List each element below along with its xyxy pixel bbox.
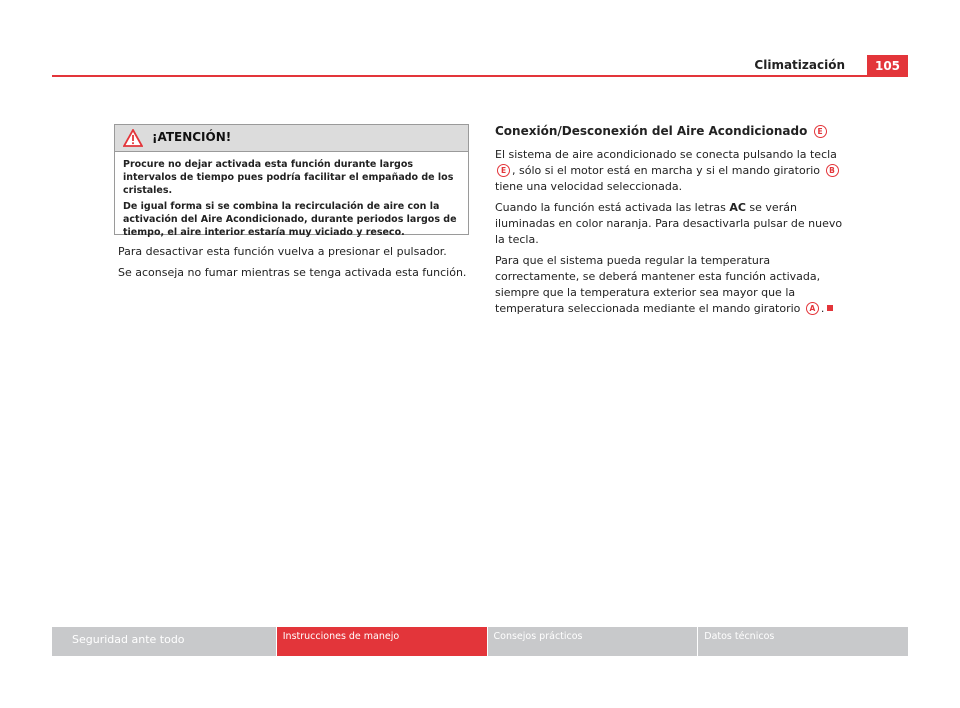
body-paragraph: Para desactivar esta función vuelva a presionar el pulsador. [118,245,447,258]
section-heading [495,123,845,139]
warning-triangle-icon [123,129,143,147]
footer-tab-seguridad[interactable]: Seguridad ante todo [52,627,277,656]
text-run: Para que el sistema pueda regular la temperatura correctamente, se deberá mantener esta función activada, siempre que la temperatura exterior sea mayor que la temperatura seleccionada mediante el mando giratorio [495,254,821,315]
footer-tab-instrucciones[interactable]: Instrucciones de manejo [277,627,488,656]
callout-a: A [806,302,819,315]
warning-header [115,125,468,152]
right-column [495,123,845,322]
callout-b: B [826,164,839,177]
ac-label: AC [729,201,746,214]
text-run: Cuando la función está activada las letras [495,201,730,214]
text-run: se verán iluminadas en color naranja. Para desactivarla pulsar de nuevo la tecla. [495,201,843,246]
left-column [118,244,478,286]
callout-e: E [814,125,827,138]
footer-tab-consejos[interactable]: Consejos prácticos [488,627,699,656]
section-heading-text: Conexión/Desconexión del Aire Acondicionado [495,124,808,138]
warning-paragraph: De igual forma si se combina la recirculación de aire con la activación del Aire Acondicionado, durante periodos largos de tiempo, el aire interior estaría muy viciado y reseco. [123,201,457,238]
body-paragraph: Se aconseja no fumar mientras se tenga activada esta función. [118,266,467,279]
footer-nav [52,627,908,656]
warning-box [114,124,469,238]
end-of-section-icon [827,305,833,311]
page-title: Climatización [754,58,845,72]
body-paragraph [495,200,845,248]
header-rule [52,75,908,77]
callout-e: E [497,164,510,177]
text-run: . [820,302,825,315]
body-paragraph [495,253,845,317]
footer-tab-datos[interactable]: Datos técnicos [698,627,908,656]
text-run: , sólo si el motor está en marcha y si el mando giratorio [512,164,821,177]
warning-paragraph: Procure no dejar activada esta función durante largos intervalos de tiempo pues podría facilitar el empañado de los cristales. [123,159,454,196]
text-run: El sistema de aire acondicionado se conecta pulsando la tecla [495,148,837,161]
body-paragraph [495,147,845,195]
text-run: tiene una velocidad seleccionada. [495,180,683,193]
warning-title: ¡ATENCIÓN! [152,130,232,144]
page-number: 105 [867,55,908,77]
